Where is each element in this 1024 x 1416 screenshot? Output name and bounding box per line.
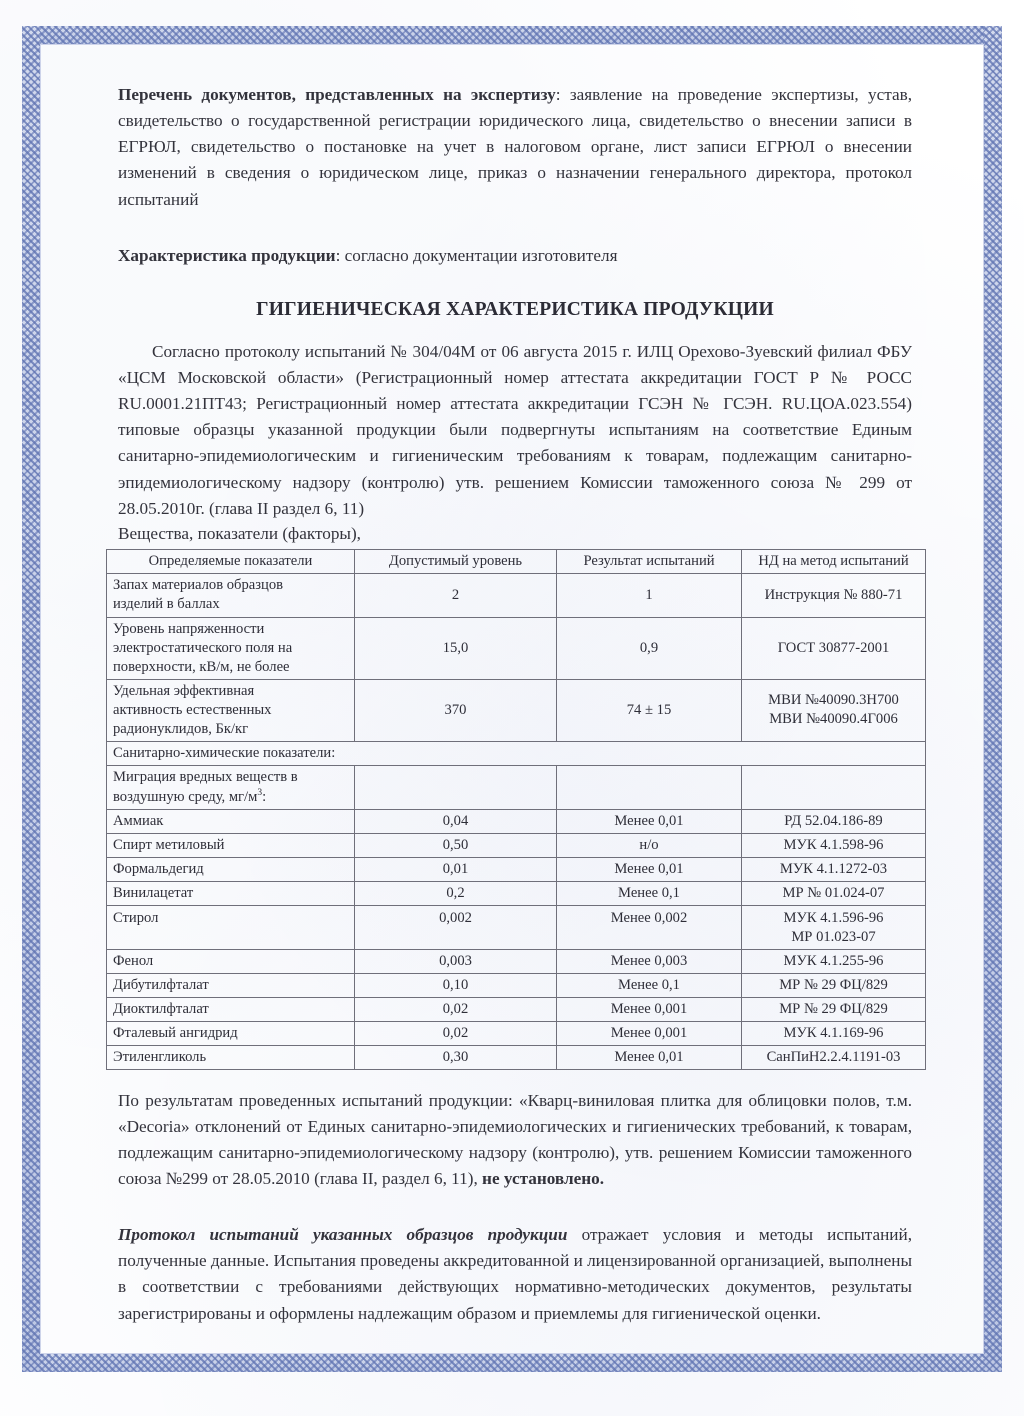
indicator-line <box>113 787 348 807</box>
product-characteristics-paragraph <box>118 243 912 269</box>
cell-method: МУК 4.1.598-96 <box>742 833 926 857</box>
cell-result: Менее 0,001 <box>557 997 742 1021</box>
border-pattern-left <box>22 26 40 1372</box>
cell-limit: 0,01 <box>355 857 557 881</box>
cell-indicator: Спирт метиловый <box>107 833 355 857</box>
cell-result: Менее 0,01 <box>557 857 742 881</box>
border-pattern-top <box>22 26 1002 44</box>
pre-table-caption: Вещества, показатели (факторы), <box>118 523 361 543</box>
cell-result: Менее 0,1 <box>557 881 742 905</box>
product-characteristics-label: Характеристика продукции <box>118 245 336 265</box>
cell-limit: 0,002 <box>355 905 557 949</box>
cell-indicator: Формальдегид <box>107 857 355 881</box>
table-row <box>107 833 926 857</box>
documents-list-body: : заявление на проведение экспертизы, устав, свидетельство о государственной регистрации юридического лица, свидетельство о внесении записи в ЕГРЮЛ, свидетельство о постановке на учет в налоговом органе, лист записи ЕГРЮЛ о внесении изменений в сведения о юридическом лице, приказ о назначении генерального директора, протокол испытаний <box>118 85 912 209</box>
table-header-row <box>107 549 926 573</box>
method-line: МР 01.023-07 <box>791 928 876 945</box>
cell-method: МР № 29 ФЦ/829 <box>742 997 926 1021</box>
conclusion-paragraph <box>118 1088 912 1193</box>
cell-limit: 0,50 <box>355 833 557 857</box>
cell-indicator: Аммиак <box>107 809 355 833</box>
migration-units: воздушную среду, мг/м <box>113 788 258 805</box>
cell-result: Менее 0,01 <box>557 809 742 833</box>
cell-limit: 2 <box>355 573 557 617</box>
cell-method: СанПиН2.2.4.1191-03 <box>742 1045 926 1069</box>
table-section-row <box>107 741 926 765</box>
column-header-indicator: Определяемые показатели <box>107 549 355 573</box>
cell-limit: 0,04 <box>355 809 557 833</box>
border-pattern-bottom <box>22 1354 1002 1372</box>
cell-result: Менее 0,002 <box>557 905 742 949</box>
cell-indicator: Этиленгликоль <box>107 1045 355 1069</box>
indicator-line: Запах материалов образцов <box>113 577 284 594</box>
cell-limit: 0,003 <box>355 949 557 973</box>
cell-limit: 0,02 <box>355 997 557 1021</box>
cell-section-title: Санитарно-химические показатели: <box>107 741 926 765</box>
cell-method: МУК 4.1.1272-03 <box>742 857 926 881</box>
cell-method: РД 52.04.186-89 <box>742 809 926 833</box>
cell-method: МР № 29 ФЦ/829 <box>742 973 926 997</box>
test-results-table <box>106 549 926 1070</box>
table-row <box>107 857 926 881</box>
indicator-line: Удельная эффективная <box>113 682 255 699</box>
conclusion-emphasis: не установлено. <box>482 1168 605 1188</box>
indicator-line: Уровень напряженности <box>113 620 265 637</box>
cell-method: ГОСТ 30877-2001 <box>742 617 926 679</box>
cell-indicator <box>107 679 355 741</box>
table-row <box>107 617 926 679</box>
cell-method: Инструкция № 880-71 <box>742 573 926 617</box>
product-characteristics-body: : согласно документации изготовителя <box>335 245 618 265</box>
cell-result: н/о <box>557 833 742 857</box>
cell-indicator: Фталевый ангидрид <box>107 1021 355 1045</box>
documents-list-paragraph <box>118 82 912 213</box>
protocol-paragraph: Согласно протоколу испытаний № 304/04М от 06 августа 2015 г. ИЛЦ Орехово-Зуевский филиал ФБУ «ЦСМ Московской области» (Регистрационный номер аттестата аккредитации ГОСТ Р № РОСС RU.0001.21ПТ43; Регистрационный номер аттестата аккредитации ГСЭН № ГСЭН. RU.ЦОА.023.554) типовые образцы указанной продукции были подвергнуты испытаниям на соответствие Единым санитарно-эпидемиологическим и гигиеническим требованиям к товарам, подлежащим санитарно-эпидемиологическому надзору (контролю) утв. решением Комиссии таможенного союза № 299 от 28.05.2010г. (глава II раздел 6, 11) <box>118 341 912 518</box>
cell-indicator: Винилацетат <box>107 881 355 905</box>
table-row <box>107 997 926 1021</box>
cell-result: Менее 0,01 <box>557 1045 742 1069</box>
column-header-limit: Допустимый уровень <box>355 549 557 573</box>
cell-result: Менее 0,1 <box>557 973 742 997</box>
method-line: МВИ №40090.4Г006 <box>769 711 898 728</box>
column-header-method: НД на метод испытаний <box>742 549 926 573</box>
cell-indicator: Фенол <box>107 949 355 973</box>
cell-limit: 0,02 <box>355 1021 557 1045</box>
cell-method: МР № 01.024-07 <box>742 881 926 905</box>
cell-indicator: Стирол <box>107 905 355 949</box>
indicator-line: Миграция вредных веществ в <box>113 768 298 785</box>
cell-limit: 370 <box>355 679 557 741</box>
cell-method: МУК 4.1.169-96 <box>742 1021 926 1045</box>
cell-limit <box>355 765 557 809</box>
table-row <box>107 881 926 905</box>
final-paragraph-text: отражает условия и методы испытаний, полученные данные. Испытания проведены аккредитованной и лицензированной организацией, выполнены в соответствии с требованиями действующих нормативно-методических документов, результаты зарегистрированы и оформлены надлежащим образом и приемлемы для гигиенической оценки. <box>118 1225 912 1323</box>
table-row <box>107 765 926 809</box>
method-line: МУК 4.1.596-96 <box>783 909 884 926</box>
cell-result: 1 <box>557 573 742 617</box>
table-row <box>107 809 926 833</box>
indicator-line: поверхности, кВ/м, не более <box>113 658 290 675</box>
table-row <box>107 905 926 949</box>
column-header-result: Результат испытаний <box>557 549 742 573</box>
cell-result: Менее 0,003 <box>557 949 742 973</box>
cell-method <box>742 905 926 949</box>
final-paragraph-emphasis: Протокол испытаний указанных образцов продукции <box>118 1225 568 1245</box>
page-title: ГИГИЕНИЧЕСКАЯ ХАРАКТЕРИСТИКА ПРОДУКЦИИ <box>256 298 774 320</box>
indicator-line: изделий в баллах <box>113 596 220 613</box>
cell-result: 0,9 <box>557 617 742 679</box>
indicator-line: радионуклидов, Бк/кг <box>113 720 249 737</box>
cell-method <box>742 765 926 809</box>
indicator-line: активность естественных <box>113 701 272 718</box>
method-line: МВИ №40090.3Н700 <box>768 692 899 709</box>
cell-method: МУК 4.1.255-96 <box>742 949 926 973</box>
cell-limit: 0,30 <box>355 1045 557 1069</box>
cell-indicator <box>107 617 355 679</box>
conclusion-text: По результатам проведенных испытаний продукции: «Кварц-виниловая плитка для облицовки полов, т.м. «Decoria» отклонений от Единых санитарно-эпидемиологических и гигиенических требований, к товарам, подлежащим санитарно-эпидемиологическому надзору (контролю), утв. решением Комиссии таможенного союза №299 от 28.05.2010 (глава II, раздел 6, 11), <box>118 1090 912 1188</box>
table-row <box>107 973 926 997</box>
cell-limit: 0,2 <box>355 881 557 905</box>
final-paragraph <box>118 1222 912 1327</box>
document-content <box>113 82 912 1327</box>
cell-method <box>742 679 926 741</box>
cell-indicator <box>107 765 355 809</box>
border-pattern-right <box>984 26 1002 1372</box>
cell-result: Менее 0,001 <box>557 1021 742 1045</box>
documents-list-label: Перечень документов, представленных на экспертизу <box>118 85 556 104</box>
cell-indicator: Дибутилфталат <box>107 973 355 997</box>
table-row <box>107 1045 926 1069</box>
table-row <box>107 949 926 973</box>
migration-colon: : <box>262 788 267 805</box>
cell-limit: 15,0 <box>355 617 557 679</box>
table-row <box>107 573 926 617</box>
cell-indicator: Диоктилфталат <box>107 997 355 1021</box>
table-row <box>107 679 926 741</box>
migration-superscript: 3 <box>257 787 263 798</box>
table-row <box>107 1021 926 1045</box>
cell-indicator <box>107 573 355 617</box>
cell-result <box>557 765 742 809</box>
indicator-line: электростатического поля на <box>113 639 293 656</box>
cell-limit: 0,10 <box>355 973 557 997</box>
cell-result: 74 ± 15 <box>557 679 742 741</box>
